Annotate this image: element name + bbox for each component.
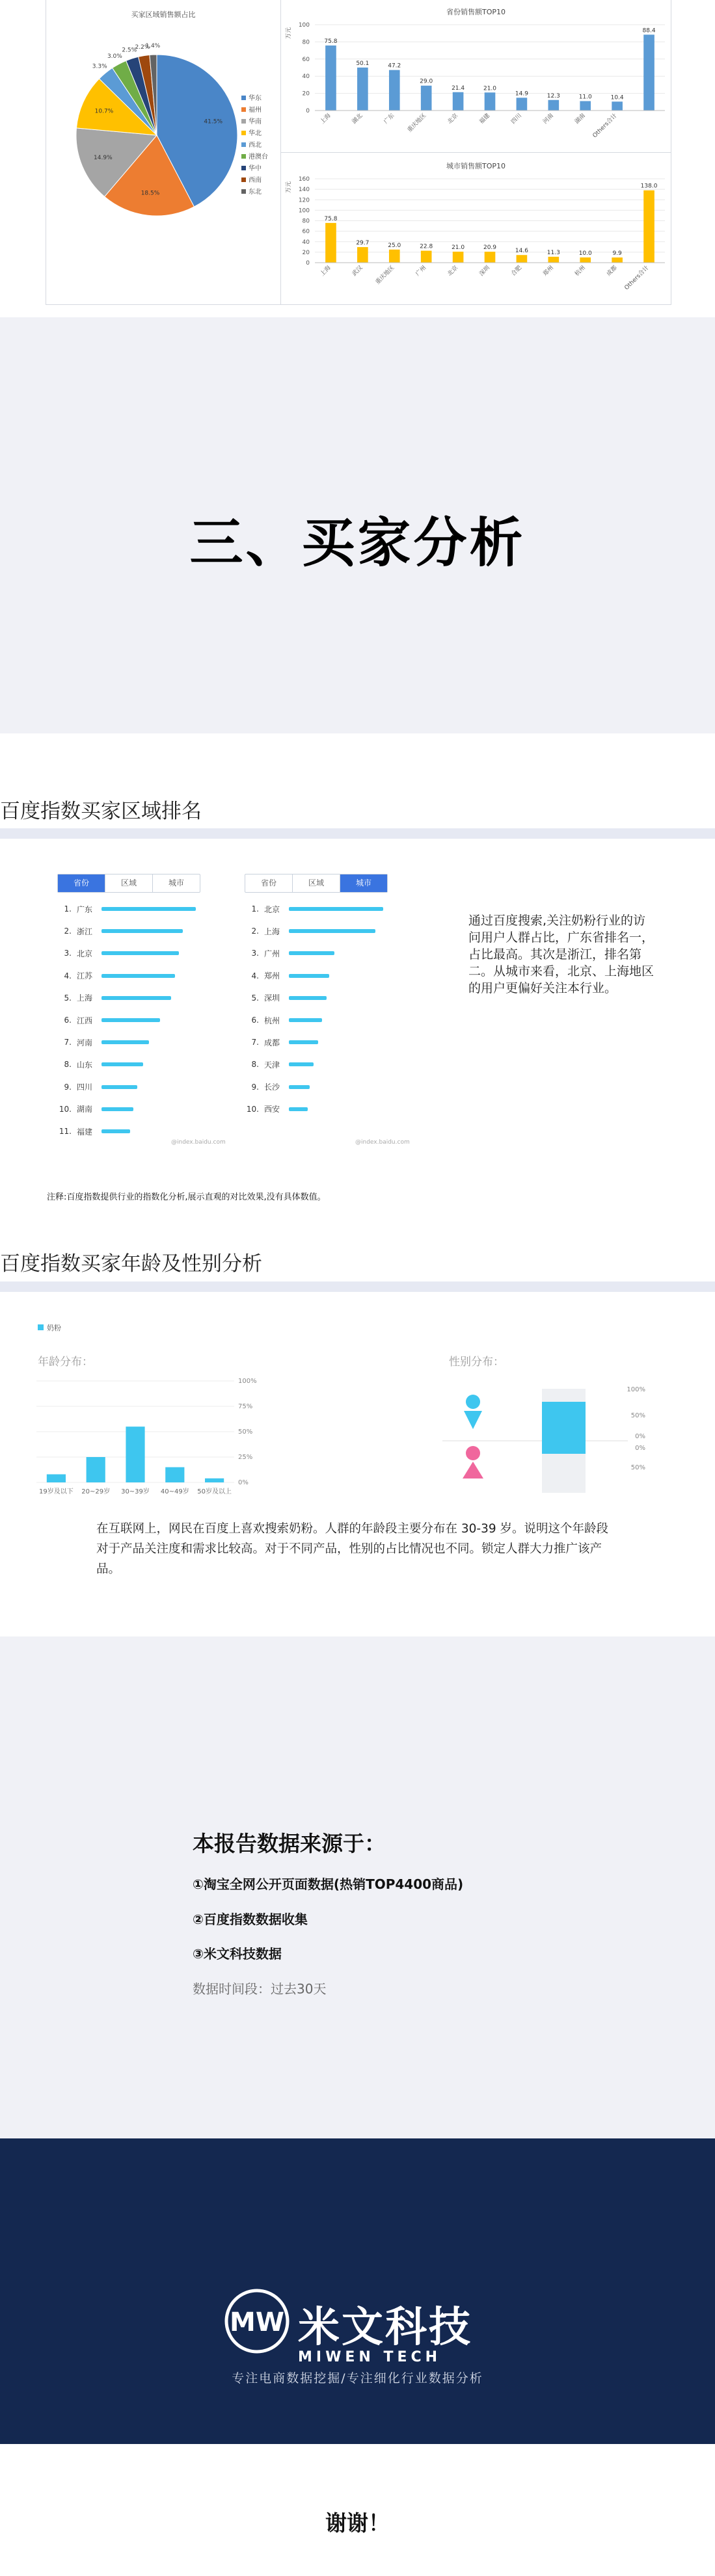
x-tick-label: 上海 — [319, 265, 332, 278]
bar-value-label: 75.8 — [324, 215, 338, 222]
rank-row — [57, 969, 175, 982]
x-tick-label: 湖北 — [351, 112, 364, 125]
rank-number: 2. — [64, 927, 72, 936]
x-tick-label: 重庆地区 — [406, 112, 428, 134]
province-tabs — [57, 874, 200, 893]
legend-label: 西南 — [249, 177, 262, 184]
age-bar — [165, 1467, 184, 1482]
bar — [517, 98, 528, 111]
y-tick-label: 20 — [302, 249, 310, 256]
tab-region[interactable]: 区域 — [293, 874, 340, 892]
legend-label: 福州 — [249, 107, 262, 114]
rank-number: 9. — [251, 1082, 259, 1092]
female-icon — [463, 1462, 483, 1479]
legend-label: 华东 — [249, 95, 262, 102]
city-ranking-panel — [245, 874, 410, 1147]
legend-label: 华北 — [249, 130, 262, 137]
rank-number: 5. — [251, 993, 259, 1003]
rank-number: 9. — [64, 1082, 72, 1092]
age-chart — [33, 1372, 267, 1505]
rank-number: 7. — [251, 1038, 259, 1047]
y-tick-label: 75% — [238, 1403, 253, 1410]
rank-number: 10. — [246, 1104, 259, 1114]
rank-row — [57, 902, 196, 915]
x-tick-label: 20~29岁 — [81, 1488, 111, 1495]
bar-value-label: 20.9 — [483, 244, 497, 252]
bar-value-label: 12.3 — [546, 92, 560, 99]
rank-name: 长沙 — [264, 1083, 280, 1092]
age-bar — [126, 1426, 144, 1482]
region-note: 注释:百度指数提供行业的指数化分析,展示直观的对比效果,没有具体数值。 — [47, 1192, 326, 1202]
rank-row — [57, 992, 171, 1005]
province-bar-chart — [281, 16, 671, 151]
rank-row — [245, 1036, 318, 1049]
pie-slice-label: 1.4% — [145, 43, 161, 50]
bar — [453, 92, 464, 111]
sources-title: 本报告数据来源于： — [193, 1831, 386, 1856]
y-tick-label: 100 — [298, 207, 310, 215]
brand-logo-icon — [223, 2287, 291, 2355]
x-tick-label: 北京 — [446, 265, 460, 278]
tab-region[interactable]: 区域 — [105, 874, 153, 892]
legend-swatch — [241, 96, 246, 100]
rank-row — [245, 1103, 308, 1116]
bar — [643, 34, 654, 111]
rank-number: 8. — [251, 1060, 259, 1070]
rank-number: 5. — [64, 993, 72, 1003]
tab-province[interactable]: 省份 — [58, 874, 105, 892]
rank-name: 成都 — [264, 1038, 280, 1047]
watermark-credit: @index.baidu.com — [355, 1139, 410, 1146]
rank-row — [245, 1014, 322, 1027]
rank-bar — [289, 1107, 308, 1111]
bar-value-label: 14.9 — [515, 90, 528, 98]
tab-city[interactable]: 城市 — [168, 878, 184, 887]
age-bar — [87, 1457, 105, 1482]
bar — [325, 223, 336, 263]
source-item: ①淘宝全网公开页面数据(热销TOP4400商品) — [193, 1876, 464, 1892]
y-tick-label: 60 — [302, 56, 310, 63]
legend-label: 华南 — [249, 118, 262, 125]
rank-row — [245, 969, 329, 982]
male-icon — [466, 1395, 480, 1409]
gender-title: 性别分布： — [449, 1356, 504, 1369]
y-tick-label: 80 — [302, 39, 310, 46]
charts-card — [46, 0, 671, 305]
pie-title: 买家区域销售额占比 — [131, 10, 196, 19]
rank-name: 西安 — [264, 1105, 280, 1114]
rank-number: 4. — [251, 971, 259, 980]
region-summary: 通过百度搜索,关注奶粉行业的访问用户人群占比，广东省排名一，占比最高。其次是浙江，排名第二。从城市来看，北京、上海地区的用户更偏好关注本行业。 — [468, 913, 654, 995]
pie-slice-label: 10.7% — [94, 108, 114, 115]
bar-value-label: 10.0 — [578, 250, 592, 257]
bar — [485, 252, 496, 263]
legend-swatch — [241, 119, 246, 124]
city-bar-panel — [281, 153, 671, 304]
y-tick-label: 0% — [635, 1433, 645, 1440]
rank-row — [245, 992, 327, 1005]
rank-number: 11. — [59, 1127, 72, 1136]
rank-bar — [101, 1040, 149, 1044]
watermark-credit: @index.baidu.com — [171, 1139, 226, 1146]
y-tick-label: 40 — [302, 239, 310, 246]
legend-label: 奶粉 — [47, 1324, 61, 1332]
x-tick-label: 郑州 — [542, 265, 555, 278]
y-tick-label: 60 — [302, 228, 310, 235]
y-tick-label: 25% — [238, 1454, 253, 1461]
bar-value-label: 75.8 — [324, 38, 338, 45]
bar — [643, 191, 654, 263]
bar-value-label: 21.0 — [452, 244, 465, 252]
rank-bar — [289, 1085, 310, 1089]
x-tick-label: 30~39岁 — [121, 1488, 150, 1495]
section-title: 三、买家分析 — [189, 512, 526, 574]
bar-value-label: 9.9 — [612, 250, 622, 257]
rank-number: 8. — [64, 1060, 72, 1070]
y-axis-label: 万元 — [286, 181, 292, 193]
province-ranking-panel — [57, 874, 226, 1147]
rank-bar — [101, 907, 196, 911]
bar-value-label: 10.4 — [610, 94, 624, 101]
bar — [421, 251, 432, 263]
legend-label: 港澳台 — [249, 153, 268, 161]
rank-name: 北京 — [264, 904, 280, 914]
bar — [612, 257, 623, 263]
y-tick-label: 120 — [298, 197, 310, 204]
bar-value-label: 138.0 — [640, 183, 658, 190]
x-tick-label: 深圳 — [478, 265, 492, 278]
legend-swatch — [241, 177, 246, 182]
rank-number: 4. — [64, 971, 72, 980]
age-bar — [205, 1479, 224, 1482]
male-bar — [542, 1402, 586, 1441]
x-tick-label: 40~49岁 — [160, 1488, 189, 1495]
rank-number: 7. — [64, 1038, 72, 1047]
rank-bar — [101, 974, 175, 978]
gender-chart — [442, 1372, 664, 1505]
rank-name: 江西 — [77, 1016, 93, 1025]
rank-bar — [101, 1129, 130, 1133]
bar-value-label: 88.4 — [642, 27, 656, 34]
bar-value-label: 14.6 — [515, 248, 528, 255]
rank-number: 3. — [64, 949, 72, 958]
province-chart-title: 省份销售额TOP10 — [446, 8, 506, 16]
rank-bar — [289, 951, 334, 955]
tab-city[interactable]: 城市 — [340, 874, 387, 892]
city-tabs — [245, 874, 388, 893]
rank-number: 3. — [251, 949, 259, 958]
sources-date: 数据时间段：过去30天 — [193, 1981, 327, 1997]
rank-bar — [101, 951, 179, 955]
x-tick-label: 北京 — [446, 112, 460, 125]
x-tick-label: 四川 — [510, 112, 524, 125]
rank-number: 6. — [64, 1016, 72, 1025]
rank-row — [57, 1081, 137, 1094]
rank-name: 四川 — [77, 1083, 93, 1092]
y-tick-label: 100 — [298, 22, 310, 29]
bar — [612, 101, 623, 111]
city-bar-chart — [281, 170, 671, 303]
pie-slice-label: 2.2% — [135, 44, 150, 51]
rank-row — [57, 1125, 130, 1138]
province-bar-panel — [281, 0, 671, 153]
bar-value-label: 25.0 — [388, 242, 401, 249]
x-tick-label: Others合计 — [623, 265, 651, 292]
pie-panel — [46, 0, 281, 304]
y-tick-label: 0 — [306, 260, 310, 267]
source-item: ③米文科技数据 — [193, 1946, 282, 1962]
rank-name: 江苏 — [77, 971, 93, 981]
y-tick-label: 0 — [306, 108, 310, 114]
x-tick-label: 上海 — [319, 112, 332, 125]
rank-bar — [289, 996, 327, 1000]
y-tick-label: 20 — [302, 90, 310, 98]
rank-bar — [101, 1085, 137, 1089]
rank-name: 深圳 — [264, 993, 280, 1003]
age-bar — [47, 1475, 66, 1482]
x-tick-label: 成都 — [605, 265, 619, 278]
x-tick-label: 50岁及以上 — [197, 1488, 232, 1495]
bar-value-label: 21.4 — [452, 85, 465, 92]
x-tick-label: 合肥 — [510, 265, 524, 278]
y-tick-label: 140 — [298, 187, 310, 194]
rank-name: 天津 — [264, 1060, 280, 1070]
legend-swatch — [241, 131, 246, 135]
legend-label: 西北 — [249, 142, 262, 149]
bar — [517, 255, 528, 263]
legend-swatch — [241, 189, 246, 194]
x-tick-label: Others合计 — [591, 112, 619, 140]
agegender-paragraph: 在互联网上，网民在百度上喜欢搜索奶粉。人群的年龄段主要分布在 30-39 岁。说明这个年龄段对于产品关注度和需求比较高。对于不同产品，性别的占比情况也不同。锁定人群大力推广该产品。 — [96, 1522, 609, 1576]
rank-name: 浙江 — [77, 927, 93, 936]
male-icon — [464, 1411, 482, 1429]
legend-swatch — [241, 154, 246, 159]
bar — [389, 250, 400, 263]
rank-row — [57, 1103, 133, 1116]
rank-bar — [101, 929, 183, 933]
city-chart-title: 城市销售额TOP10 — [446, 162, 506, 170]
pie-chart — [46, 20, 280, 299]
brand-en: MIWEN TECH — [298, 2349, 442, 2365]
rank-number: 6. — [251, 1016, 259, 1025]
heading-divider — [0, 828, 715, 839]
brand-logo-letters: MW — [230, 2307, 284, 2337]
bar — [325, 46, 336, 111]
y-tick-label: 80 — [302, 218, 310, 225]
rank-name: 湖南 — [77, 1105, 93, 1114]
y-tick-label: 0% — [635, 1445, 645, 1452]
bar — [389, 70, 400, 111]
age-legend — [38, 1322, 61, 1333]
x-tick-label: 重庆地区 — [374, 265, 396, 286]
legend-label: 东北 — [249, 189, 262, 196]
pie-slice-label: 18.5% — [141, 190, 160, 197]
bar-value-label: 47.2 — [388, 62, 401, 70]
rank-number: 1. — [251, 904, 259, 913]
pie-slice-label: 14.9% — [94, 154, 113, 161]
rank-name: 广州 — [264, 949, 280, 958]
rank-number: 1. — [64, 904, 72, 913]
rank-name: 杭州 — [264, 1016, 280, 1025]
rank-row — [57, 947, 179, 960]
rank-name: 上海 — [264, 927, 280, 936]
bar-value-label: 11.3 — [546, 249, 560, 256]
heading-divider — [0, 1281, 715, 1292]
bar-value-label: 29.7 — [356, 240, 370, 247]
rank-number: 10. — [59, 1104, 72, 1114]
rank-number: 2. — [251, 927, 259, 936]
bar — [421, 86, 432, 111]
agegender-heading: 百度指数买家年龄及性别分析 — [0, 1252, 262, 1276]
brand-name: 米文科技 — [298, 2304, 472, 2352]
bar-value-label: 50.1 — [356, 60, 370, 67]
bar-value-label: 11.0 — [578, 94, 592, 101]
rank-name: 河南 — [77, 1038, 93, 1047]
pie-slice-label: 41.5% — [204, 118, 223, 125]
rank-row — [245, 902, 383, 915]
rank-name: 广东 — [77, 904, 93, 914]
x-tick-label: 福建 — [478, 112, 492, 125]
rank-row — [57, 1058, 143, 1071]
y-tick-label: 50% — [238, 1428, 253, 1436]
rank-row — [57, 1036, 149, 1049]
bar — [357, 68, 368, 111]
bar — [548, 257, 560, 263]
rank-bar — [101, 1107, 133, 1111]
age-title: 年龄分布： — [38, 1356, 93, 1369]
y-tick-label: 160 — [298, 176, 310, 183]
rank-bar — [289, 929, 375, 933]
rank-row — [245, 925, 375, 938]
rank-bar — [289, 907, 383, 911]
pie-slice-label: 3.3% — [92, 63, 107, 70]
rank-name: 山东 — [77, 1060, 93, 1070]
tab-province[interactable]: 省份 — [245, 874, 293, 892]
y-tick-label: 50% — [630, 1464, 645, 1471]
x-tick-label: 广州 — [414, 265, 428, 278]
rank-bar — [289, 1018, 322, 1022]
bar — [453, 252, 464, 263]
bar — [548, 100, 560, 111]
rank-row — [57, 925, 183, 938]
rank-name: 北京 — [77, 949, 93, 958]
y-tick-label: 50% — [630, 1412, 645, 1419]
rank-name: 上海 — [77, 993, 93, 1003]
x-tick-label: 杭州 — [574, 265, 587, 278]
rank-bar — [289, 974, 329, 978]
rank-bar — [289, 1040, 318, 1044]
rank-row — [245, 947, 334, 960]
rank-bar — [101, 1062, 143, 1066]
rank-row — [245, 1058, 314, 1071]
thanks-text: 谢谢！ — [325, 2510, 390, 2536]
y-tick-label: 100% — [627, 1386, 645, 1393]
x-tick-label: 19岁及以下 — [39, 1488, 74, 1495]
legend-label: 华中 — [249, 165, 262, 172]
female-icon — [466, 1446, 480, 1460]
legend-swatch — [38, 1324, 44, 1330]
rank-bar — [101, 996, 171, 1000]
bar — [357, 247, 368, 263]
brand-tagline: 专注电商数据挖掘/专注细化行业数据分析 — [232, 2371, 483, 2385]
region-heading: 百度指数买家区域排名 — [0, 800, 202, 823]
bar — [580, 257, 591, 263]
y-tick-label: 100% — [238, 1378, 257, 1385]
source-item: ②百度指数数据收集 — [193, 1912, 308, 1927]
rank-bar — [289, 1062, 314, 1066]
y-axis-label: 万元 — [286, 27, 292, 39]
bar-value-label: 22.8 — [420, 243, 433, 250]
bar — [485, 92, 496, 111]
rank-name: 郑州 — [264, 971, 280, 981]
pie-slice-label: 2.5% — [122, 47, 137, 54]
brand-banner — [0, 2138, 715, 2444]
rank-row — [57, 1014, 160, 1027]
rank-name: 福建 — [77, 1127, 93, 1137]
x-tick-label: 河南 — [542, 112, 555, 125]
legend-swatch — [241, 142, 246, 147]
bar — [580, 101, 591, 111]
x-tick-label: 广东 — [383, 112, 396, 125]
x-tick-label: 湖南 — [574, 112, 587, 125]
y-tick-label: 40 — [302, 73, 310, 81]
rank-bar — [101, 1018, 160, 1022]
pie-slice-label: 3.0% — [107, 53, 122, 60]
bar-value-label: 21.0 — [483, 85, 497, 92]
x-tick-label: 武汉 — [351, 265, 364, 278]
rank-row — [245, 1081, 310, 1094]
y-tick-label: 0% — [238, 1479, 249, 1486]
legend-swatch — [241, 166, 246, 170]
bar-value-label: 29.0 — [420, 78, 433, 85]
female-bar — [542, 1441, 586, 1454]
legend-swatch — [241, 107, 246, 112]
